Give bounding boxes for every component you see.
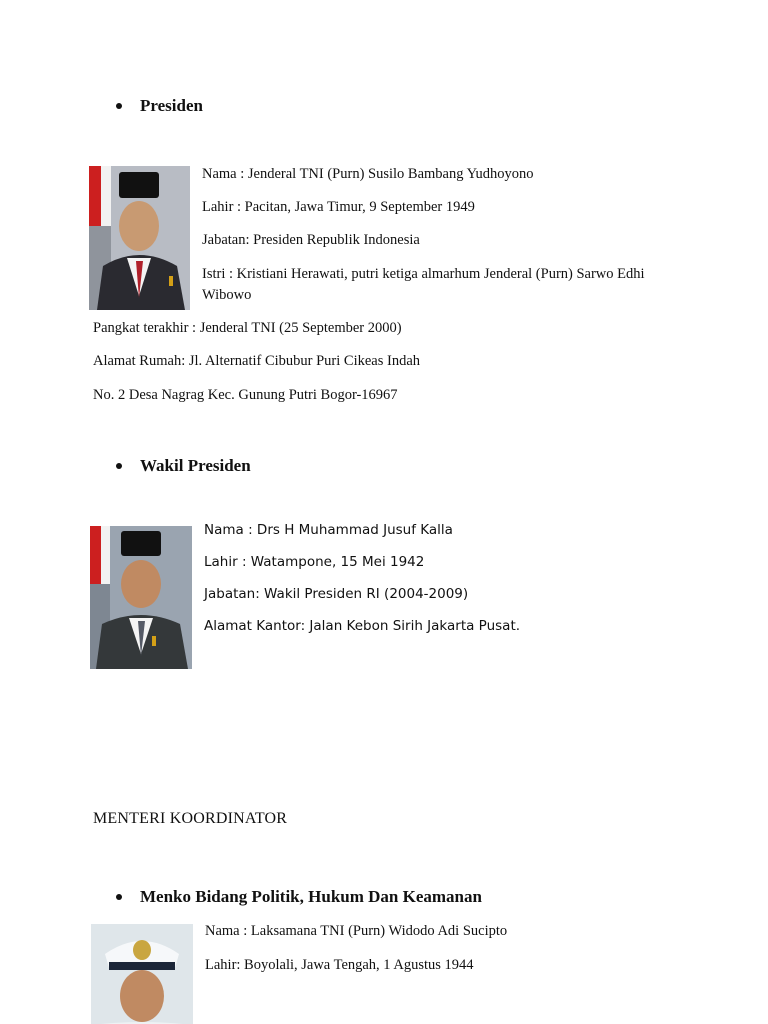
section-heading: Wakil Presiden bbox=[140, 456, 251, 475]
presiden-lahir: Lahir : Pacitan, Jawa Timur, 9 September 1949 bbox=[202, 199, 475, 215]
wakil-jabatan: Jabatan: Wakil Presiden RI (2004-2009) bbox=[204, 586, 469, 602]
section-heading: Presiden bbox=[140, 96, 203, 115]
presiden-alamat-cont: No. 2 Desa Nagrag Kec. Gunung Putri Bogor-16967 bbox=[93, 387, 398, 403]
presiden-alamat: Alamat Rumah: Jl. Alternatif Cibubur Puri Cikeas Indah bbox=[93, 353, 421, 369]
wakil-lahir: Lahir : Watampone, 15 Mei 1942 bbox=[204, 554, 425, 570]
menko-nama: Nama : Laksamana TNI (Purn) Widodo Adi Sucipto bbox=[205, 923, 508, 939]
portrait-wakil-presiden bbox=[90, 526, 192, 669]
bullet-icon bbox=[116, 463, 122, 469]
heading-wakil-presiden bbox=[116, 456, 251, 476]
presiden-istri: Istri : Kristiani Herawati, putri ketiga almarhum Jenderal (Purn) Sarwo Edhi bbox=[202, 266, 645, 282]
portrait-menko-polhukam bbox=[91, 924, 193, 1024]
menko-lahir: Lahir: Boyolali, Jawa Tengah, 1 Agustus 1944 bbox=[205, 957, 474, 973]
portrait-presiden bbox=[89, 166, 190, 310]
presiden-nama: Nama : Jenderal TNI (Purn) Susilo Bambang Yudhoyono bbox=[202, 166, 534, 182]
section-heading: Menko Bidang Politik, Hukum Dan Keamanan bbox=[140, 887, 482, 906]
heading-menko-polhukam bbox=[116, 887, 482, 907]
bullet-icon bbox=[116, 103, 122, 109]
section-title-menteri-koordinator: MENTERI KOORDINATOR bbox=[93, 810, 288, 827]
bullet-icon bbox=[116, 894, 122, 900]
wakil-nama: Nama : Drs H Muhammad Jusuf Kalla bbox=[204, 522, 453, 538]
wakil-alamat: Alamat Kantor: Jalan Kebon Sirih Jakarta Pusat. bbox=[204, 618, 521, 634]
presiden-jabatan: Jabatan: Presiden Republik Indonesia bbox=[202, 232, 420, 248]
presiden-istri-cont: Wibowo bbox=[202, 287, 252, 303]
heading-presiden bbox=[116, 96, 203, 116]
presiden-pangkat: Pangkat terakhir : Jenderal TNI (25 September 2000) bbox=[93, 320, 402, 336]
